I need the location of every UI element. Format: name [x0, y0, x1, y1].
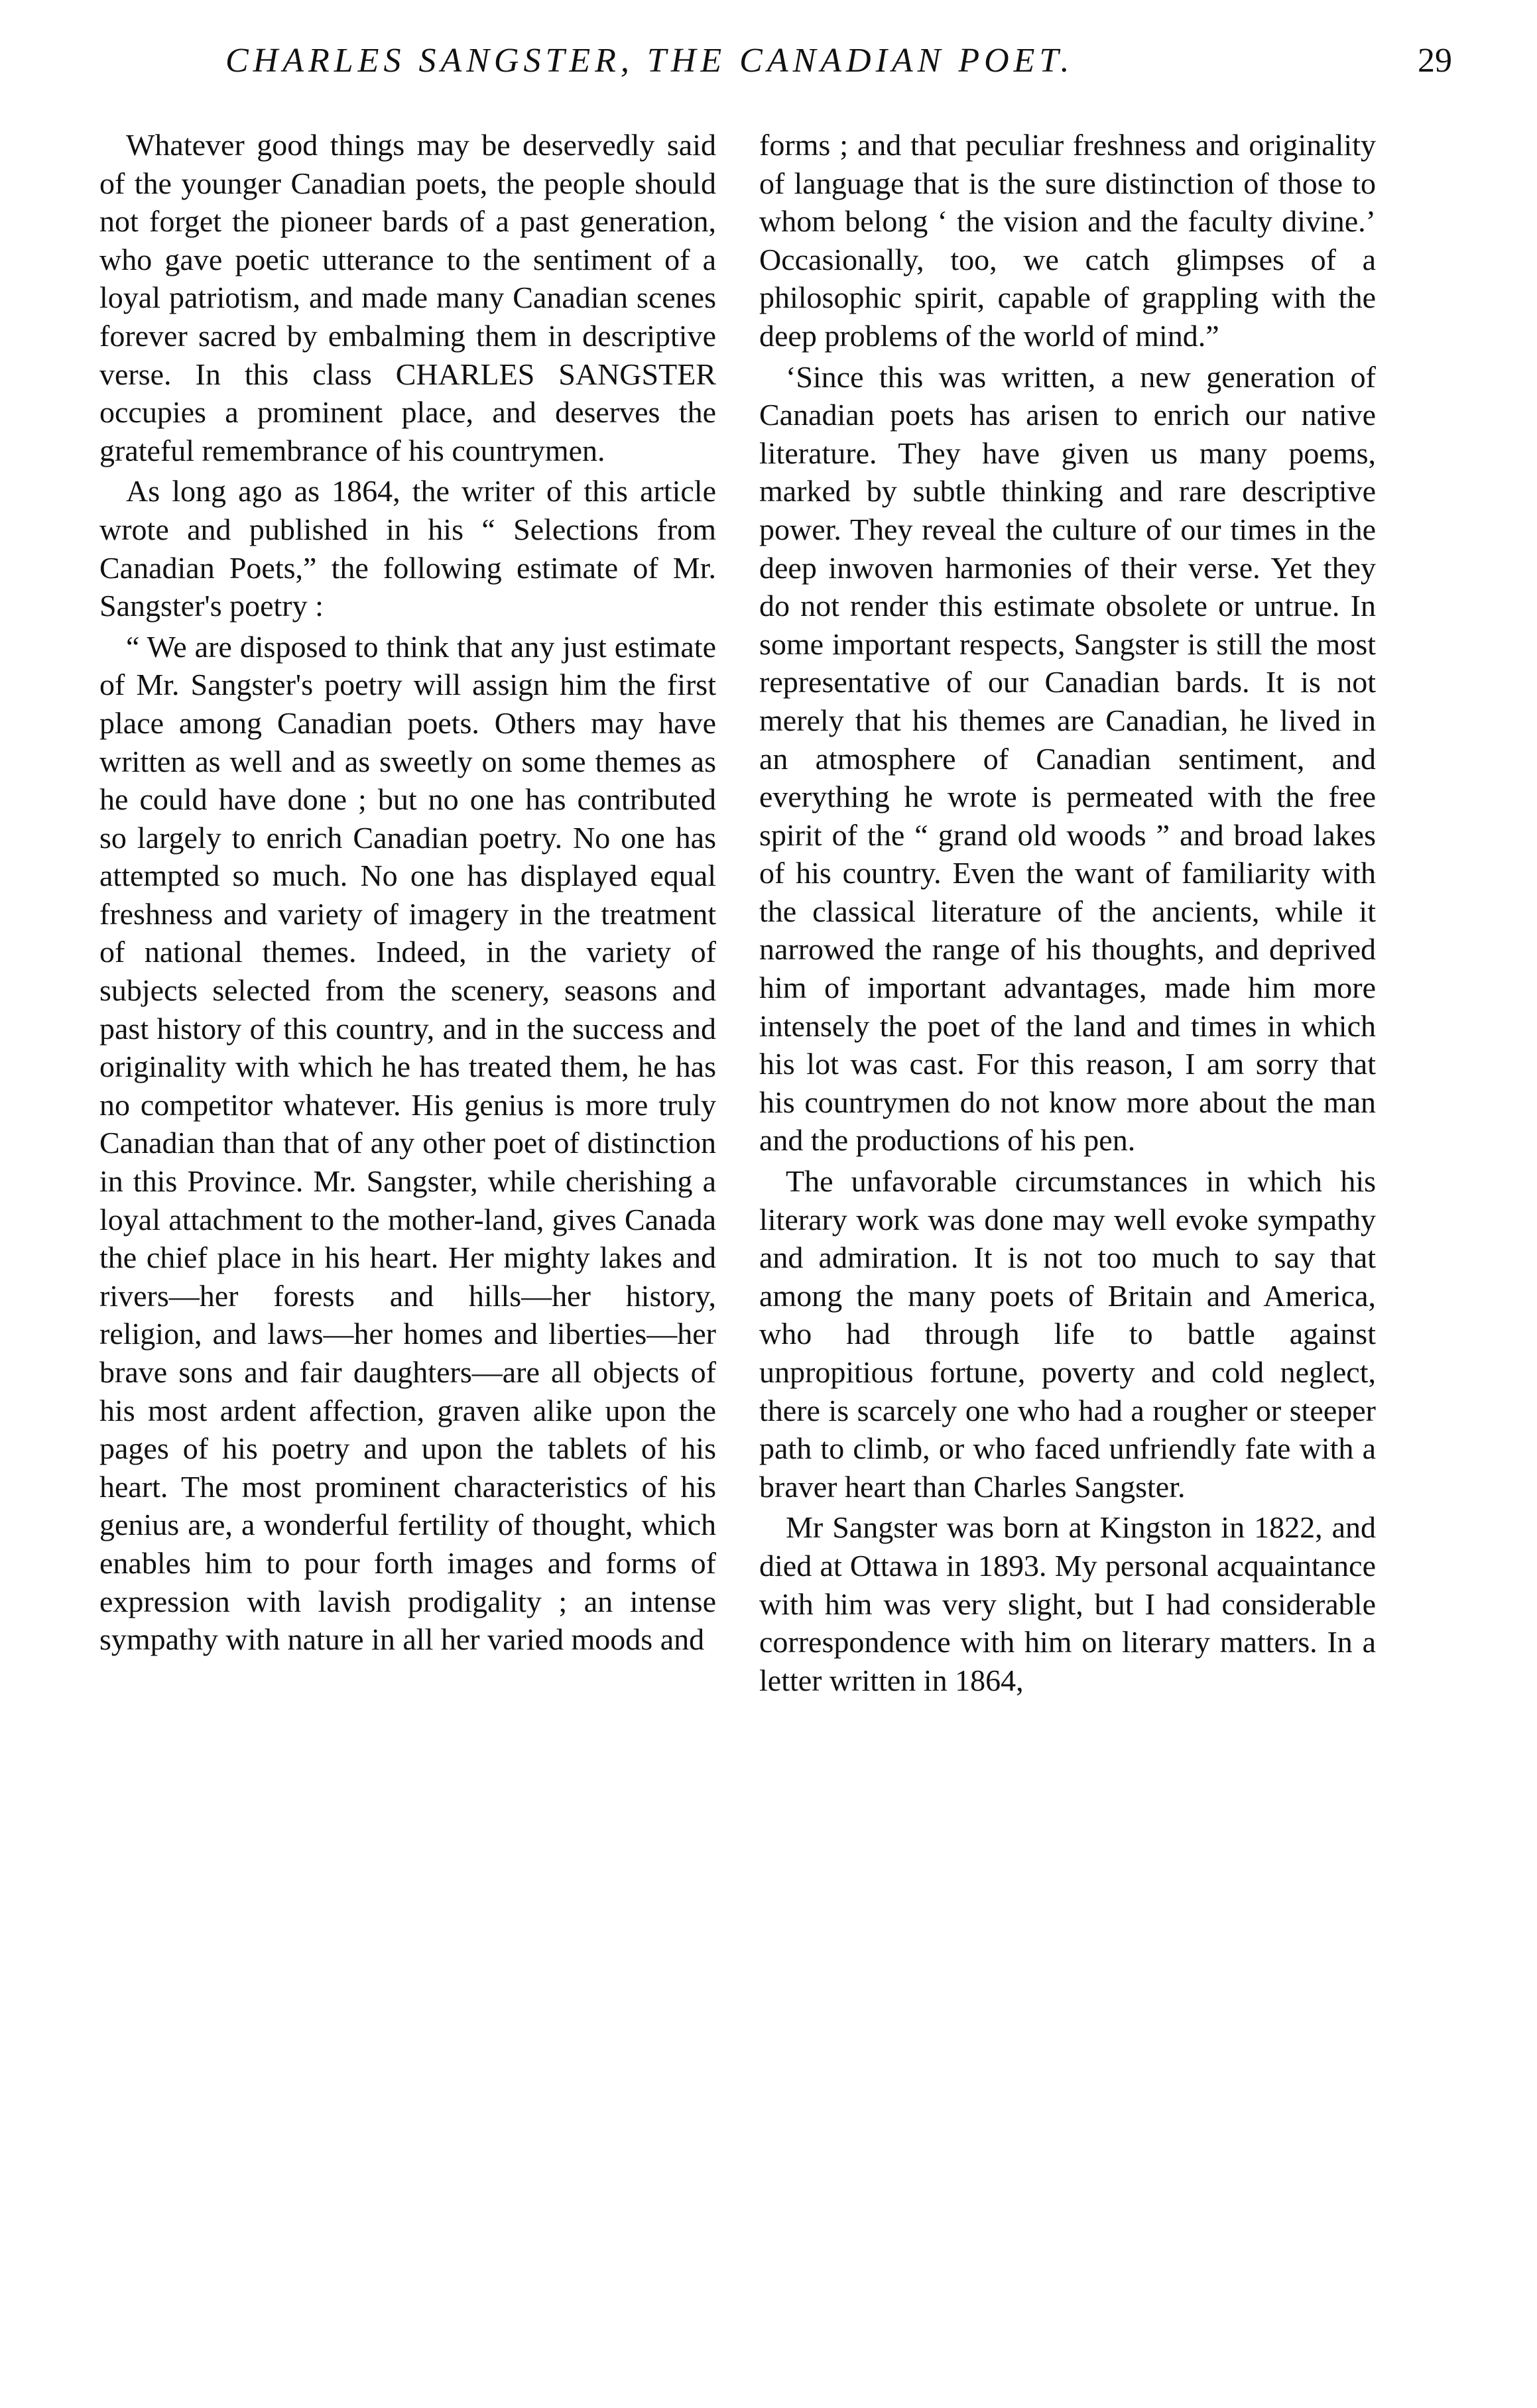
right-column	[759, 126, 1376, 1699]
page-header	[99, 41, 1452, 101]
running-title: CHARLES SANGSTER, THE CANADIAN POET.	[225, 42, 1074, 80]
paragraph: As long ago as 1864, the writer of this article wrote and published in his “ Selections from Canadian Poets,” the following estimate of Mr. Sangster's poetry :	[99, 474, 716, 623]
paragraph: forms ; and that peculiar freshness and originality of language that is the sure distinction of those to whom belong ‘ the vision and the faculty divine.’ Occasionally, too, we catch glimpses of a philosophic spirit, capable of grappling with the deep problems of the world of mind.”	[759, 128, 1376, 353]
page-number: 29	[1418, 42, 1452, 80]
paragraph: “ We are disposed to think that any just estimate of Mr. Sangster's poetry will assign him the first place among Canadian poets. Others may have written as well and as sweetly on some themes as he could have done ; but no one has contributed so largely to enrich Canadian poetry. No one has attempted so much. No one has displayed equal freshness and variety of imagery in the treatment of national themes. Indeed, in the variety of subjects selected from the scenery, seasons and past history of this country, and in the success and originality with which he has treated them, he has no competitor whatever. His genius is more truly Canadian than that of any other poet of distinction in this Province. Mr. Sangster, while cherishing a loyal attachment to the mother-land, gives Canada the chief place in his heart. Her mighty lakes and rivers—her forests and hills—her history, religion, and laws—her homes and liberties—her brave sons and fair daughters—are all objects of his most ardent affection, graven alike upon the pages of his poetry and upon the tablets of his heart. The most prominent characteristics of his genius are, a wonderful fertility of thought, which enables him to pour forth images and forms of expression with lavish prodigality ; an intense sympathy with nature in all her varied moods and	[99, 629, 716, 1657]
left-column	[99, 126, 716, 1699]
paragraph: Mr Sangster was born at Kingston in 1822, and died at Ottawa in 1893. My personal acquaintance with him was very slight, but I had considerable correspondence with him on literary matters. In a letter written in 1864,	[759, 1510, 1376, 1697]
paragraph: The unfavorable circumstances in which his literary work was done may well evoke sympathy and admiration. It is not too much to say that among the many poets of Britain and America, who had through life to battle against unpropitious fortune, poverty and cold neglect, there is scarcely one who had a rougher or steeper path to climb, or who faced unfriendly fate with a braver heart than Charles Sangster.	[759, 1164, 1376, 1504]
paragraph: Whatever good things may be deservedly said of the younger Canadian poets, the people should not forget the pioneer bards of a past generation, who gave poetic utterance to the sentiment of a loyal patriotism, and made many Canadian scenes forever sacred by embalming them in descriptive verse. In this class CHARLES SANGSTER occupies a prominent place, and deserves the grateful remembrance of his countrymen.	[99, 128, 716, 467]
text-columns	[99, 126, 1376, 1699]
paragraph: ‘Since this was written, a new generation of Canadian poets has arisen to enrich our native literature. They have given us many poems, marked by subtle thinking and rare descriptive power. They reveal the culture of our times in the deep inwoven harmonies of their verse. Yet they do not render this estimate obsolete or untrue. In some important respects, Sangster is still the most representative of our Canadian bards. It is not merely that his themes are Canadian, he lived in an atmosphere of Canadian sentiment, and everything he wrote is permeated with the free spirit of the “ grand old woods ” and broad lakes of his country. Even the want of familiarity with the classical literature of the ancients, while it narrowed the range of his thoughts, and deprived him of important advantages, made him more intensely the poet of the land and times in which his lot was cast. For this reason, I am sorry that his countrymen do not know more about the man and the productions of his pen.	[759, 359, 1376, 1158]
